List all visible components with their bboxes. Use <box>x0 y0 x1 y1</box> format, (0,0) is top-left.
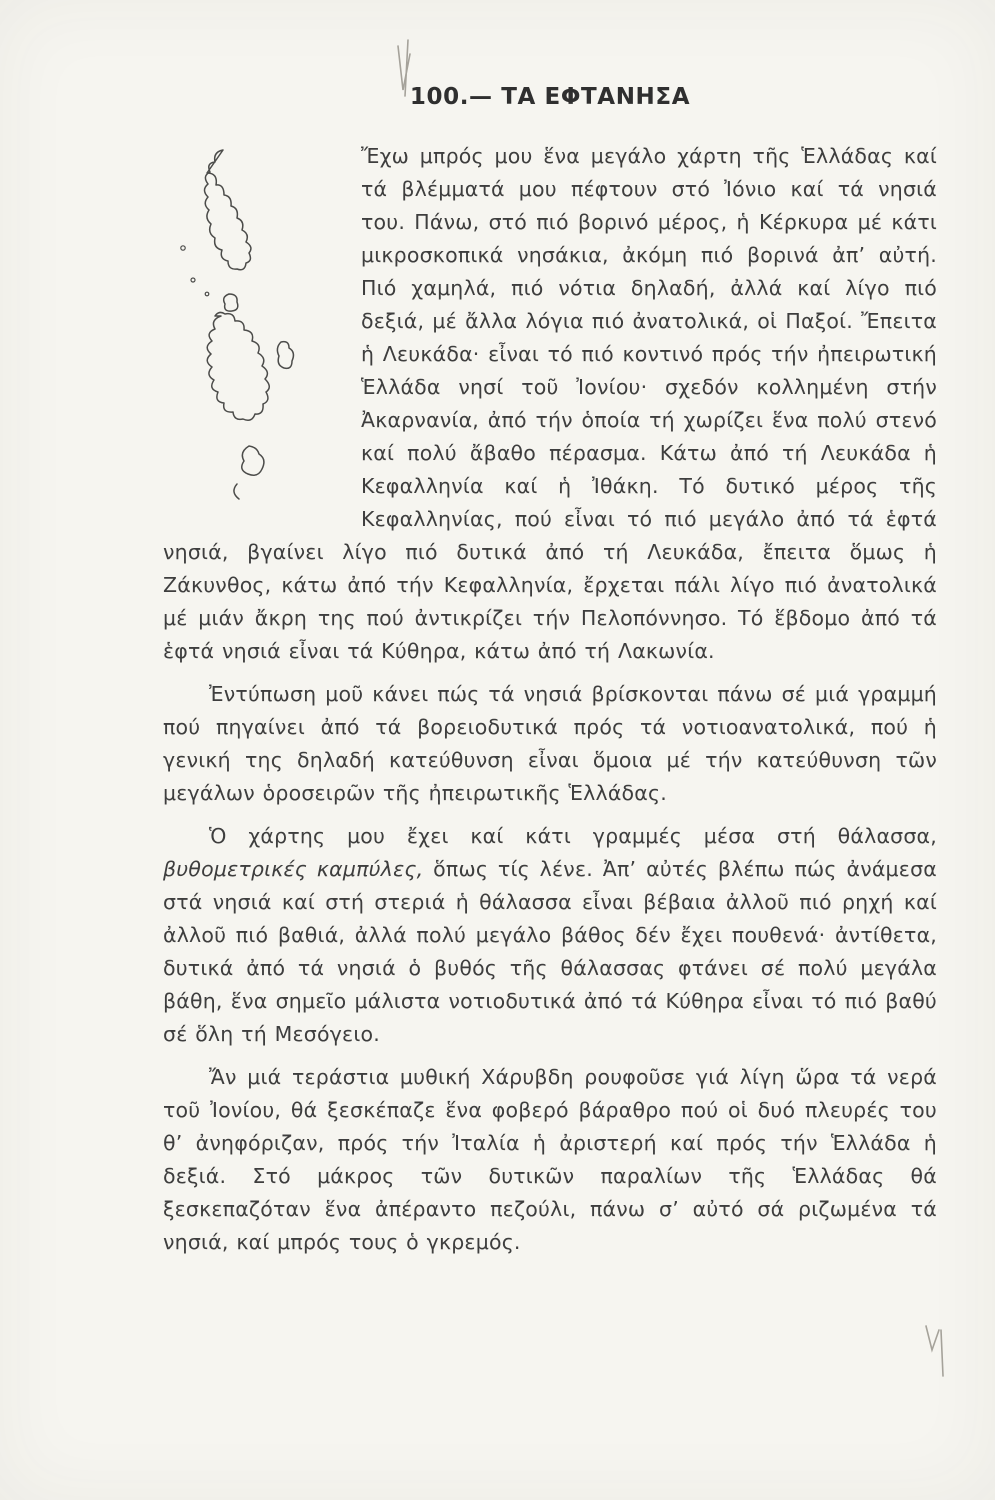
island-corfu-outline <box>205 150 251 270</box>
coastline-squiggle <box>234 484 239 499</box>
paragraph-3-text-before: Ὁ χάρτης μου ἔχει καί κάτι γραμμές μέσα στή θάλασσα, <box>209 824 937 848</box>
paragraph-3 <box>163 820 937 1051</box>
pencil-mark-bottom <box>920 1320 950 1382</box>
map-sketch <box>163 144 345 512</box>
paragraph-1: Ἔχω μπρός μου ἕνα μεγάλο χάρτη τῆς Ἑλλάδας καί τά βλέμματά μου πέφτουν στό Ἰόνιο καί τά νησιά του. Πάνω, στό πιό βορινό μέρος, ἡ Κέρκυρα μέ κάτι μικροσκοπικά νησάκια, ἀκόμη πιό βορινά ἀπ’ αὐτή. Πιό χαμηλά, πιό νότια δηλαδή, ἀλλά καί λίγο πιό δεξιά, μέ ἄλλα λόγια πιό ἀνατολικά, οἱ Παξοί. Ἔπειτα ἡ Λευκάδα· εἶναι τό πιό κοντινό πρός τήν ἠπειρωτική Ἑλλάδα νησί τοῦ Ἰονίου· σχεδόν κολλημένη στήν Ἀκαρνανία, ἀπό τήν ὁποία τή χωρίζει ἕνα πολύ στενό καί πολύ ἄβαθο πέρασμα. Κάτω ἀπό τή Λευκάδα ἡ Κεφαλληνία καί ἡ Ἰθάκη. Τό δυτικό μέρος τῆς Κεφαλληνίας, πού εἶναι τό πιό μεγάλο ἀπό τά ἑφτά νησιά, βγαίνει λίγο πιό δυτικά ἀπό τή Λευκάδα, ἔπειτα ὅμως ἡ Ζάκυνθος, κάτω ἀπό τήν Κεφαλληνία, ἔρχεται πάλι λίγο πιό ἀνατολικά μέ μιάν ἄκρη της πού ἀντικρίζει τήν Πελοπόννησο. Τό ἕβδομο ἀπό τά ἑφτά νησιά εἶναι τά Κύθηρα, κάτω ἀπό τή Λακωνία. <box>163 144 937 663</box>
paragraph-3-italic-phrase: βυθομετρικές καμπύλες, <box>163 857 424 881</box>
page-title: 100.— ΤΑ ΕΦΤΑΝΗΣΑ <box>409 84 691 110</box>
ionian-islands-map-figure <box>163 144 345 512</box>
islet-dot <box>181 246 185 250</box>
paragraph-2: Ἐντύπωση μοῦ κάνει πώς τά νησιά βρίσκονται πάνω σέ μιά γραμμή πού πηγαίνει ἀπό τά βορειοδυτικά πρός τά νοτιοανατολικά, πού ἡ γενική της δηλαδή κατεύθυνση εἶναι ὅμοια μέ τήν κατεύθυνση τῶν μεγάλων ὁροσειρῶν τῆς ἠπειρωτικῆς Ἑλλάδας. <box>163 682 937 805</box>
islet-dot <box>191 278 195 282</box>
island-lefkada-kefalonia-outline <box>207 312 269 420</box>
island-ithaki-outline <box>277 342 293 369</box>
text-column <box>163 84 937 1269</box>
islet-dot <box>205 292 209 296</box>
paragraph-3-text-after: ὅπως τίς λένε. Ἀπ’ αὐτές βλέπω πώς ἀνάμεσα στά νησιά καί στή στεριά ἡ θάλασσα εἶναι βέβαια ἀλλοῦ πιό ρηχή καί ἀλλοῦ πιό βαθιά, ἀλλά πολύ μεγάλο βάθος δέν ἔχει πουθενά· ἀντίθετα, δυτικά ἀπό τά νησιά ὁ βυθός τῆς θάλασσας φτάνει σέ πολύ μεγάλα βάθη, ἕνα σημεῖο μάλιστα νοτιοδυτικά ἀπό τά Κύθηρα εἶναι τό πιό βαθύ σέ ὅλη τή Μεσόγειο. <box>163 857 937 1046</box>
island-paxoi-outline <box>224 294 238 311</box>
island-zakynthos-outline <box>242 446 264 475</box>
paragraph-4: Ἄν μιά τεράστια μυθική Χάρυβδη ρουφοῦσε γιά λίγη ὥρα τά νερά τοῦ Ἰονίου, θά ξεσκέπαζε ἕνα φοβερό βάραθρο πού οἱ δυό πλευρές του θ’ ἀνηφόριζαν, πρός τήν Ἰταλία ἡ ἀριστερή καί πρός τήν Ἑλλάδα ἡ δεξιά. Στό μάκρος τῶν δυτικῶν παραλίων τῆς Ἑλλάδας θά ξεσκεπαζόταν ἕνα ἀπέραντο πεζούλι, πάνω σ’ αὐτό σά ριζωμένα τά νησιά, καί μπρός τους ὁ γκρεμός. <box>163 1065 937 1254</box>
